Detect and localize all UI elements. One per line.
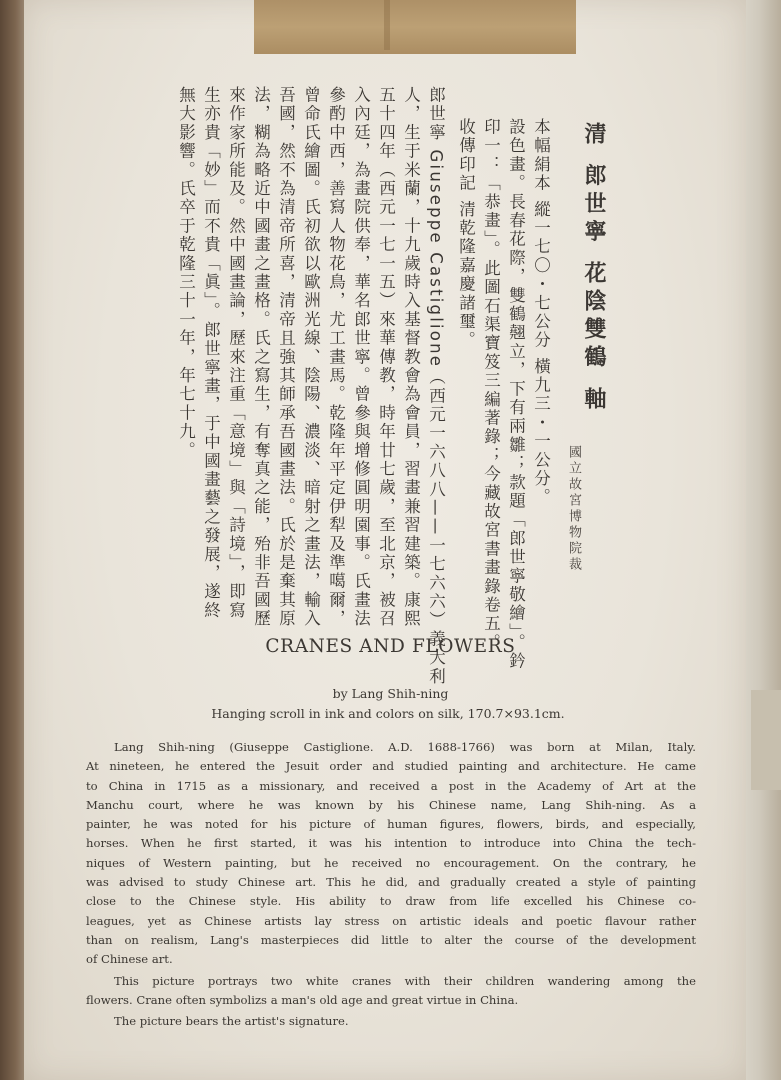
byline: by Lang Shih-ning: [332, 686, 449, 701]
body-line: niques of Western painting, but he received no encouragement. On the contrary, he: [86, 855, 696, 870]
chinese-column-11: 吾國，然不為清帝所喜，清帝且強其師承吾國畫法。氏於是棄其原: [276, 86, 296, 629]
scroll-left-edge: [0, 0, 26, 1080]
chinese-column-12: 法，糊為略近中國畫之畫格。氏之寫生，有奪真之能，殆非吾國歷: [251, 86, 271, 629]
body-line: Lang Shih-ning (Giuseppe Castiglione. A.D. 1688-1766) was born at Milan, Italy.: [114, 740, 696, 754]
chinese-column-4: 收傳印記 清乾隆嘉慶諸璽。: [456, 118, 476, 350]
museum-attribution: 國立故宮博物院裁: [566, 445, 581, 573]
paper-sliver: [751, 690, 781, 790]
chinese-column-1: 本幅絹本 縱一七〇・七公分 橫九三・一公分。: [531, 118, 551, 507]
body-line: painter, he was noted for his picture of human figures, flowers, birds, and especially,: [86, 817, 696, 832]
chinese-column-2: 設色畫。長春花際，雙鶴翹立，下有兩雛；款題「郎世寧敬繪」。鈐: [506, 118, 526, 671]
chinese-column-6: 人，生于米蘭，十九歲時入基督教會為會員，習畫兼習建築。康熙: [401, 86, 421, 629]
body-line: This picture portrays two white cranes with their children wandering among the: [114, 973, 696, 988]
chinese-column-7: 五十四年（西元一七一五）來華傳教，時年廿七歲，至北京，被召: [376, 86, 396, 629]
body-line: leagues, yet as Chinese artists lay stress on artistic ideals and poetic flavour rather: [86, 913, 696, 928]
chinese-column-9: 參酌中西，善寫人物花鳥，尤工畫馬。乾隆年平定伊犁及準噶爾，: [326, 86, 346, 629]
body-line: The picture bears the artist's signature.: [114, 1014, 349, 1029]
body-line: horses. When he first started, it was his intention to introduce into China the tech-: [86, 836, 696, 851]
body-line: close to the Chinese style. His ability to draw from life excelled his Chinese co-: [86, 894, 696, 909]
body-line: of Chinese art.: [86, 952, 173, 967]
body-line: At nineteen, he entered the Jesuit order and studied painting and architecture. He came: [86, 759, 696, 774]
medium-dimensions: Hanging scroll in ink and colors on silk, 170.7×93.1cm.: [211, 706, 565, 721]
english-body: [86, 738, 696, 1031]
tape-strip: [254, 0, 576, 54]
chinese-column-3: 印一：「恭畫」。此圖石渠寶笈三編著錄；今藏故宮書畫錄卷五。: [481, 118, 501, 653]
chinese-column-5: 郎世寧 Giuseppe Castiglione（西元一六八八——一七六六）義大利: [426, 86, 446, 686]
chinese-column-15: 無大影響。氏卒于乾隆三十一年，年七十九。: [176, 86, 196, 460]
chinese-title: 清 郎世寧 花陰雙鶴 軸: [581, 122, 606, 415]
body-line: to China in 1715 as a missionary, and received a post in the Academy of Art at the: [86, 778, 696, 793]
chinese-column-10: 曾命氏繪圖。氏初欲以歐洲光線、陰陽、濃淡、暗射之畫法，輸入: [301, 86, 321, 629]
body-line: was advised to study Chinese art. This he did, and gradually created a style of painting: [86, 875, 696, 890]
body-line: Manchu court, where he was known by his Chinese name, Lang Shih-ning. As a: [86, 797, 696, 812]
scroll-right-edge: [745, 0, 781, 1080]
chinese-column-8: 入內廷，為畫院供奉，華名郎世寧。曾參與增修圓明園事。氏畫法: [351, 86, 371, 629]
english-title: CRANES AND FLOWERS: [265, 636, 516, 657]
chinese-column-14: 生亦貴「妙」而不貴「眞」。郎世寧畫，于中國畫藝之發展，遂終: [201, 86, 221, 621]
tape-tear: [384, 0, 390, 50]
body-line: than on realism, Lang's masterpieces did little to alter the course of the development: [86, 932, 696, 947]
body-line: flowers. Crane often symbolizs a man's old age and great virtue in China.: [86, 992, 519, 1007]
chinese-column-13: 來作家所能及。然中國畫論，歷來注重「意境」與「詩境」，即寫: [226, 86, 246, 621]
